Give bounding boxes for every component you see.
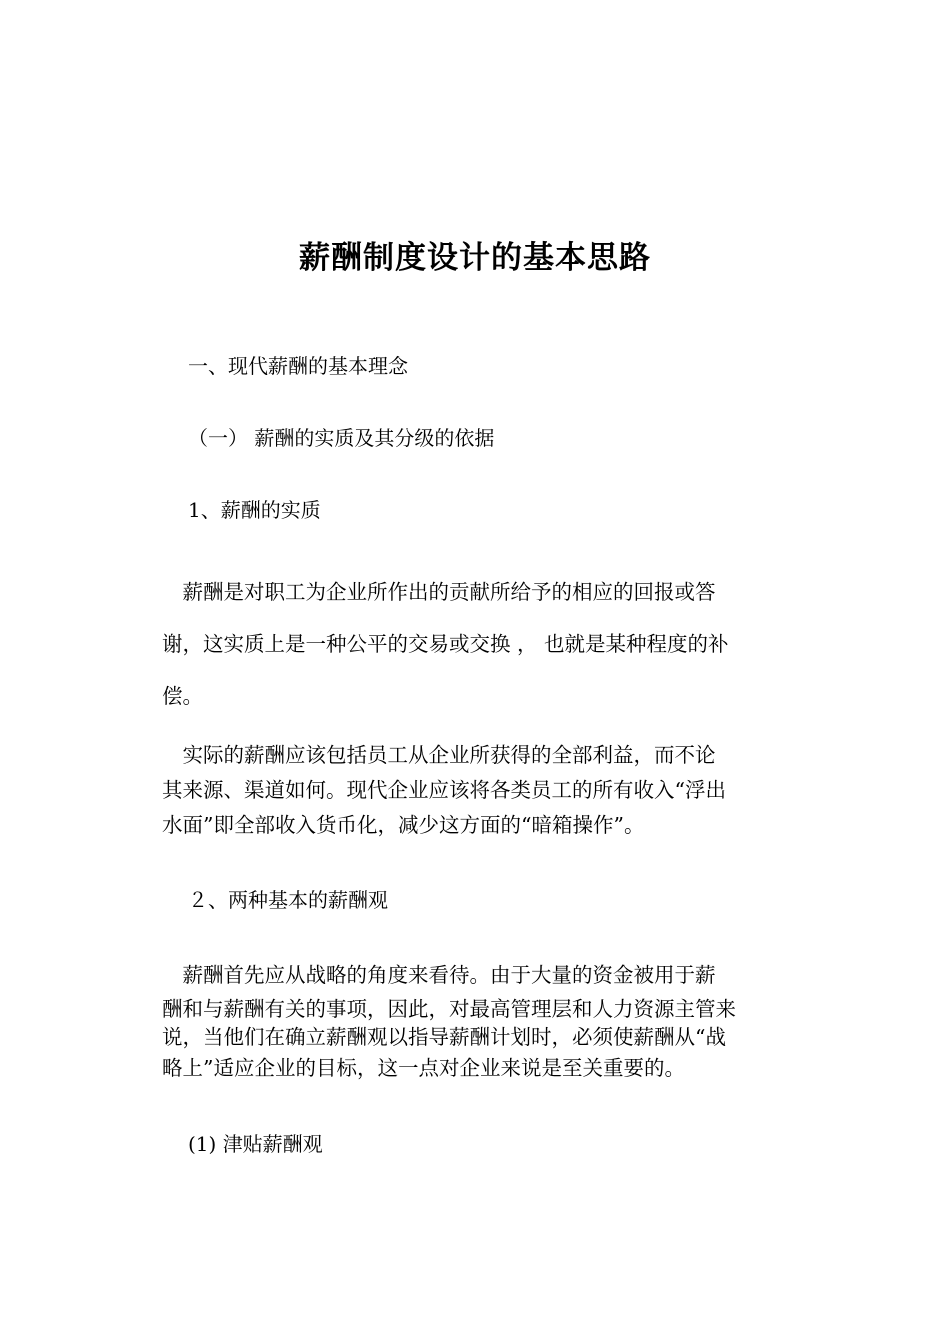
section-heading: 一、现代薪酬的基本理念 bbox=[188, 354, 408, 378]
document-title: 薪酬制度设计的基本思路 bbox=[299, 240, 651, 276]
paragraph-line: 薪酬是对职工为企业所作出的贡献所给予的相应的回报或答 bbox=[162, 580, 716, 604]
item-heading-essence: 1、薪酬的实质 bbox=[188, 498, 321, 522]
item-heading-allowance-view: (1) 津贴薪酬观 bbox=[188, 1132, 323, 1156]
paragraph-line: 谢，这实质上是一种公平的交易或交换 ， 也就是某种程度的补 bbox=[162, 632, 729, 656]
paragraph-line: 略上”适应企业的目标，这一点对企业来说是至关重要的。 bbox=[162, 1056, 685, 1080]
paragraph-line: 其来源、渠道如何。现代企业应该将各类员工的所有收入“浮出 bbox=[162, 778, 726, 802]
paragraph-line: 偿。 bbox=[162, 684, 203, 708]
paragraph-composition bbox=[162, 738, 792, 843]
paragraph-line: 实际的薪酬应该包括员工从企业所获得的全部利益，而不论 bbox=[162, 743, 716, 767]
paragraph-line: 酬和与薪酬有关的事项，因此，对最高管理层和人力资源主管来 bbox=[162, 997, 736, 1021]
paragraph-strategy bbox=[162, 956, 792, 1086]
paragraph-line: 说，当他们在确立薪酬观以指导薪酬计划时，必须使薪酬从“战 bbox=[162, 1025, 726, 1049]
paragraph-essence bbox=[162, 566, 792, 722]
paragraph-line: 水面”即全部收入货币化，减少这方面的“暗箱操作”。 bbox=[162, 813, 645, 837]
paragraph-line: 薪酬首先应从战略的角度来看待。由于大量的资金被用于薪 bbox=[162, 963, 716, 987]
item-heading-two-views: ２、两种基本的薪酬观 bbox=[188, 888, 388, 912]
subsection-heading: （一） 薪酬的实质及其分级的依据 bbox=[188, 426, 495, 450]
